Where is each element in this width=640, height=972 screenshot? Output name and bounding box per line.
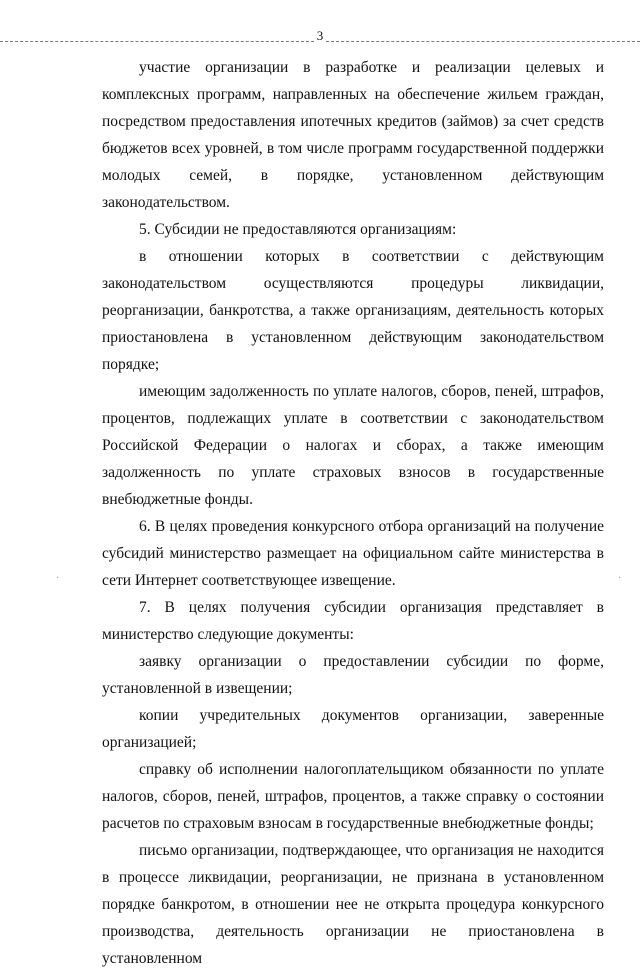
paragraph-4: имеющим задолженность по уплате налогов, сборов, пеней, штрафов, процентов, подлежащих уплате в соответствии с законодательством Российской Федерации о налогах и сборах, а также имеющим задолженность по уплате страховых взносов в государственные внебюджетные фонды. (102, 383, 604, 508)
paragraph-5: 6. В целях проведения конкурсного отбора организаций на получение субсидий министерство размещает на официальном сайте министерства в сети Интернет соответствующее извещение. (102, 518, 604, 589)
margin-mark-left: · (56, 573, 60, 584)
paragraph-6: 7. В целях получения субсидии организация представляет в министерство следующие документы: (102, 599, 604, 643)
document-body (102, 54, 604, 972)
page-number-text: 3 (314, 28, 327, 43)
paragraph-3: в отношении которых в соответствии с действующим законодательством осуществляются процедуры ликвидации, реорганизации, банкротства, а также организациям, деятельность которых приостановлена в установленном действующим законодательством порядке; (102, 248, 604, 373)
page-number (0, 29, 640, 43)
paragraph-10: письмо организации, подтверждающее, что организация не находится в процессе ликвидации, реорганизации, не признана в установленном порядке банкротом, в отношении нее не открыта процедура конкурсного производства, деятельность организации не приостановлена в установленном (102, 842, 604, 967)
paragraph-2: 5. Субсидии не предоставляются организациям: (139, 221, 457, 238)
paragraph-7: заявку организации о предоставлении субсидии по форме, установленной в извещении; (102, 653, 604, 697)
margin-mark-right: · (618, 573, 622, 584)
paragraph-1: участие организации в разработке и реализации целевых и комплексных программ, направленных на обеспечение жильем граждан, посредством предоставления ипотечных кредитов (займов) за счет средств бюджетов всех уровней, в том числе программ государственной поддержки молодых семей, в порядке, установленном действующим законодательством. (102, 59, 604, 211)
paragraph-9: справку об исполнении налогоплательщиком обязанности по уплате налогов, сборов, пеней, штрафов, процентов, а также справку о состоянии расчетов по страховым взносам в государственные внебюджетные фонды; (102, 761, 604, 832)
paragraph-8: копии учредительных документов организации, заверенные организацией; (102, 707, 604, 751)
